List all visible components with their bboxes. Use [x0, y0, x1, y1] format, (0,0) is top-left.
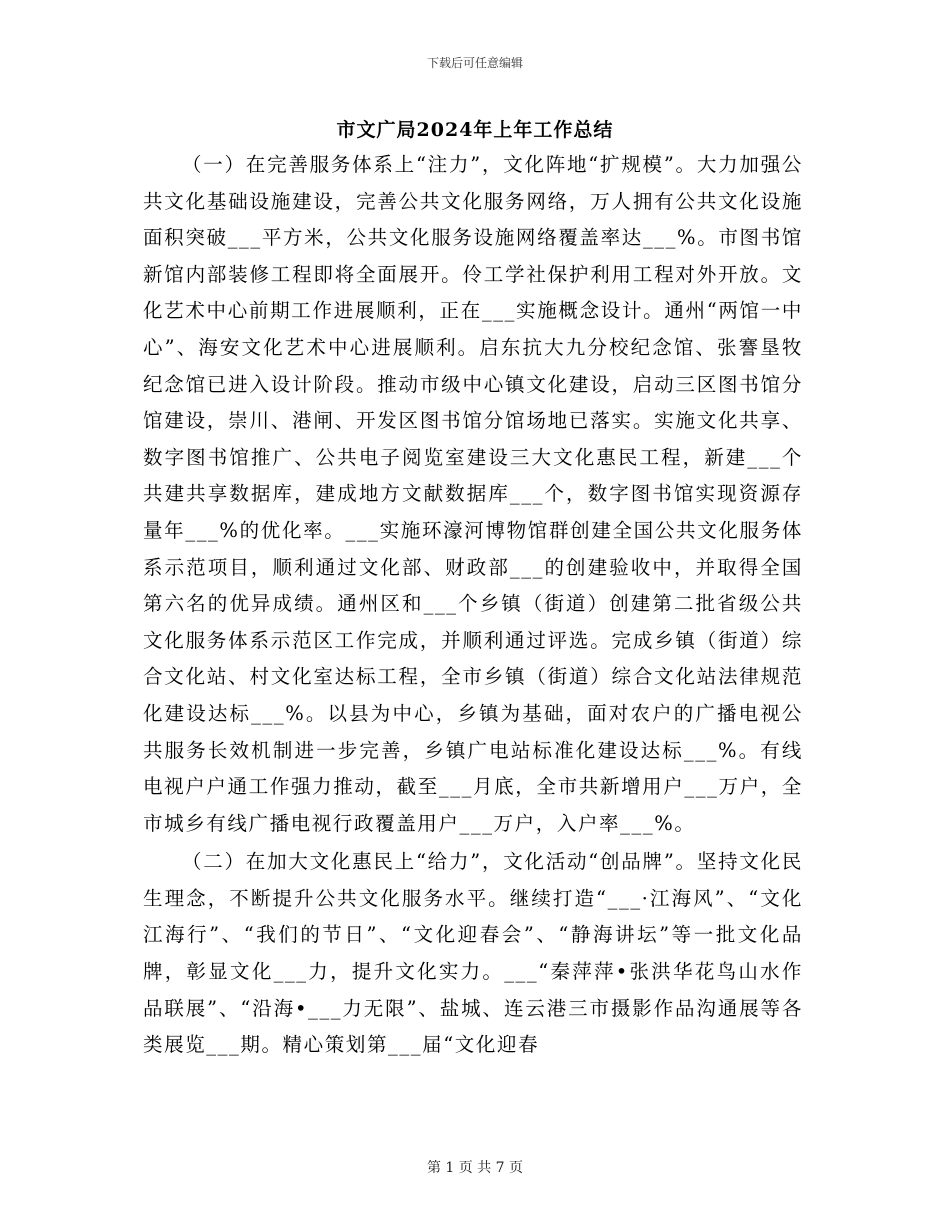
- document-body: [143, 147, 803, 1064]
- paragraph-2: （二）在加大文化惠民上“给力”，文化活动“创品牌”。坚持文化民生理念，不断提升公共文化服务水平。继续打造“___·江海风”、“文化江海行”、“我们的节日”、“文化迎春会”、“静海讲坛”等一批文化品牌，彰显文化___力，提升文化实力。___“秦萍萍•张洪华花鸟山水作品联展”、“沿海•___力无限”、盐城、连云港三市摄影作品沟通展等各类展览___期。精心策划第___届“文化迎春: [143, 850, 803, 1057]
- paragraph-1: （一）在完善服务体系上“注力”，文化阵地“扩规模”。大力加强公共文化基础设施建设，完善公共文化服务网络，万人拥有公共文化设施面积突破___平方米，公共文化服务设施网络覆盖率达___%。市图书馆新馆内部装修工程即将全面展开。伶工学社保护利用工程对外开放。文化艺术中心前期工作进展顺利，正在___实施概念设计。通州“两馆一中心”、海安文化艺术中心进展顺利。启东抗大九分校纪念馆、张謇垦牧纪念馆已进入设计阶段。推动市级中心镇文化建设，启动三区图书馆分馆建设，崇川、港闸、开发区图书馆分馆场地已落实。实施文化共享、数字图书馆推广、公共电子阅览室建设三大文化惠民工程，新建___个共建共享数据库，建成地方文献数据库___个，数字图书馆实现资源存量年___%的优化率。___实施环濠河博物馆群创建全国公共文化服务体系示范项目，顺利通过文化部、财政部___的创建验收中，并取得全国第六名的优异成绩。通州区和___个乡镇（街道）创建第二批省级公共文化服务体系示范区工作完成，并顺利通过评选。完成乡镇（街道）综合文化站、村文化室达标工程，全市乡镇（街道）综合文化站法律规范化建设达标___%。以县为中心，乡镇为基础，面对农户的广播电视公共服务长效机制进一步完善，乡镇广电站标准化建设达标___%。有线电视户户通工作强力推动，截至___月底，全市共新增用户___万户，全市城乡有线广播电视行政覆盖用户___万户，入户率___%。: [143, 153, 803, 835]
- document-title: 市文广局2024年上年工作总结: [336, 119, 614, 141]
- page-number: 第 1 页 共 7 页: [426, 1160, 524, 1176]
- page-header-note: 下载后可任意编辑: [426, 56, 523, 70]
